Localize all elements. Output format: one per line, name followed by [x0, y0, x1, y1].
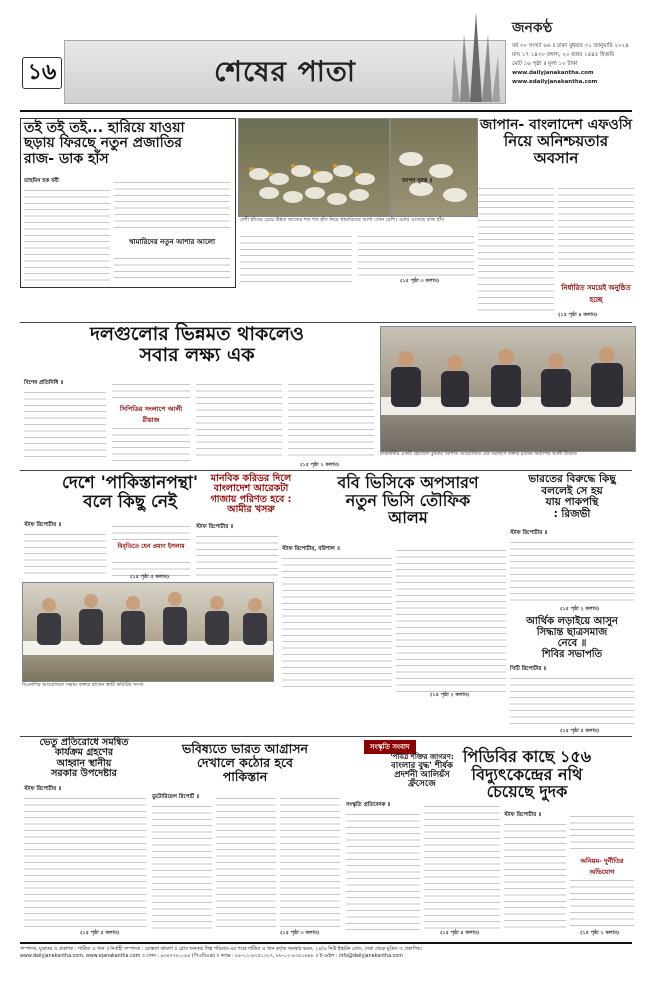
india-headline-line1: ভারতের বিরুদ্ধে কিছু: [528, 473, 616, 485]
power-headline-line2: বিদ্যুৎকেন্দ্রের নথি: [471, 764, 583, 784]
culture-headline-line2: প্রদর্শনী আলিয়ঁস: [394, 770, 450, 781]
culture-body-col1: [346, 810, 420, 930]
vc-headline-line2: নতুন ভিসি তৌফিক: [345, 490, 471, 510]
culture-label: সংস্কৃতি সংবাদ: [364, 740, 416, 754]
pakistan-body-col1: [24, 530, 106, 578]
duck-jump[interactable]: (১৫ পৃষ্ঠা ৩ কলাম): [400, 278, 440, 284]
power-headline-line3: চেয়েছে দুদক: [486, 782, 568, 802]
duck-headline: [24, 121, 230, 167]
sibir-headline-line3: নেবে ॥: [557, 638, 587, 649]
gaza-body: [196, 532, 278, 578]
footer: [20, 946, 632, 960]
footer-line1: সম্পাদক, মুদ্রাকর ও প্রকাশক : শামীমা এ খান ॥ নির্বাহী সম্পাদক : মোস্তফা কামাল ॥ গ্লোব জনকণ্ঠ শিল্প পরিবার-এর পক্ষে শামীমা এ খান কর্তৃক জনকণ্ঠ ভবন, ২৪/এ নিউ ইস্কাটন রোড, ঢাকা থেকে মুদ্রিত ও প্রকাশিত।: [20, 947, 423, 952]
vc-body-col2: [396, 546, 506, 692]
gaza-byline: স্টাফ রিপোর্টার ॥: [196, 524, 234, 530]
future-headline-line2: দেখালে কঠোর হবে: [196, 754, 293, 770]
party-sidebar-title: সিপিডির সংলাপে আলী রীয়াজ: [119, 405, 183, 424]
future-headline: [150, 742, 340, 783]
japan-byline: আপন দুরত্ব ॥: [402, 178, 433, 184]
sibir-headline: [510, 616, 634, 660]
pakistan-sidebar-title: বিবৃতিতে যেন প্রমাণ ইসলাম: [117, 543, 185, 550]
pakistan-byline: স্টাফ রিপোর্টার ॥: [24, 522, 62, 528]
future-jump[interactable]: (১৫ পৃষ্ঠা ৩ কলাম): [280, 930, 320, 936]
party-photo: [380, 326, 636, 452]
power-body-col3: [570, 876, 634, 930]
issue-info-line1: বর্ষ ৩০ সংখ্যা ৬৬ ॥ ঢাকা বুধবার ৩১ জানুয়ারি ২০২৪: [512, 43, 629, 49]
culture-body-col2: [424, 802, 500, 930]
monument-icon: [446, 10, 506, 102]
sibir-byline: সিটি রিপোর্টার ॥: [510, 666, 547, 672]
vc-body-col1: [282, 554, 392, 692]
page-number: ১৬: [27, 60, 57, 85]
gaza-headline-line4: আমীর খসরু: [227, 504, 275, 516]
party-headline-line1: দলগুলোর ভিন্নমত থাকলেও: [89, 323, 305, 345]
power-body-col2: [570, 812, 634, 852]
future-body-col1: [152, 802, 212, 930]
party-body-col4: [196, 380, 282, 460]
india-body: [510, 538, 634, 606]
gaza-headline-line2: বাংলাদেশ আরেকটা: [213, 483, 289, 495]
india-headline-line3: যায় পাকপন্থি: [545, 496, 599, 509]
pakistan-headline-line1: দেশে 'পাকিস্তানপন্থা': [61, 473, 199, 493]
pakistan-photo-caption: বিএনপির আয়োজনে সভায় বক্তব্য রাখেন স্থায়ী কমিটির সদস্য: [22, 682, 144, 688]
japan-headline-line3: অবসান: [533, 148, 579, 167]
sibir-body: [510, 674, 634, 728]
masthead-rule: [20, 110, 632, 112]
party-body-col1: [24, 388, 106, 460]
pakistan-photo: [22, 582, 274, 682]
duck-headline-line2: ছড়ায় ফিরছে নতুন প্রজাতির: [24, 135, 182, 152]
issue-info-line2: মাঘ ১৭ ১৪৩০ বঙ্গাব্দ, ২০ রজব ১৪৪৫ হিজরি: [512, 52, 615, 58]
footer-line2: www.dailyjanakantha.com, www.ejanakantha.com ॥ ফোন : ৯৩৪৭৭৮০-৯৪ (পিএবিএক্স) ॥ ফ্যাক্স : ৮৮-০২-৯৩৫১৩১৭, ৮৮-০২-৯৩৫০৬৪৮ ॥ ই-মেইল : info@dailyjanakantha.com: [20, 954, 403, 959]
sibir-headline-line1: আর্থিক লড়াইয়ে আসুন: [526, 616, 618, 627]
party-body-col3: [112, 424, 190, 462]
delay-headline-line2: কার্যক্রম গ্রহণের: [54, 747, 114, 759]
japan-jump[interactable]: (১৫ পৃষ্ঠা ৪ কলাম): [558, 312, 598, 318]
duck-sidebar-title: খামারিদের নতুন আশার আলো: [128, 238, 216, 246]
india-byline: স্টাফ রিপোর্টার ॥: [510, 530, 548, 536]
japan-sidebar-box: [558, 280, 634, 316]
culture-headline-line0: 'পবিত্র শক্তির জাগরণ:: [390, 753, 454, 761]
section-banner: [64, 40, 506, 104]
sibir-headline-line4: শিবির সভাপতি: [541, 649, 603, 660]
gaza-headline-line1: মানবিক করিডর দিলে: [210, 473, 292, 484]
party-jump[interactable]: (১৫ পৃষ্ঠা ২ কলাম): [300, 462, 340, 468]
duck-headline-line3: রাজ- ডাক হাঁস: [24, 150, 109, 167]
power-headline: [420, 748, 634, 801]
pakistan-body-col2: [112, 522, 190, 540]
vc-headline: [310, 474, 506, 527]
sibir-jump[interactable]: (১৫ পৃষ্ঠা ৫ কলাম): [560, 728, 600, 734]
delay-body: [24, 794, 146, 930]
party-headline-line2: সবার লক্ষ্য এক: [139, 343, 255, 366]
delay-headline-line1: ভেতু প্রতিরোধে সমন্বিত: [39, 737, 129, 748]
vc-headline-line1: ববি ভিসিকে অপসারণ: [337, 473, 479, 492]
party-photo-caption: রাজধানীর একটি হোটেলে বুধবার সিপিডি আয়োজিত এক সংলাপে বক্তব্য রাখেন অধ্যাপক আলী রীয়াজ: [380, 452, 577, 457]
issue-info-line3: মোট ১৬ পৃষ্ঠা ॥ মূল্য ১০ টাকা: [512, 61, 578, 67]
delay-headline-line3: আহ্বান স্থানীয়: [56, 757, 112, 769]
power-byline: স্টাফ রিপোর্টার ॥: [504, 812, 542, 818]
power-body-col1: [504, 820, 566, 930]
party-byline: বিশেষ প্রতিনিধি ॥: [24, 380, 64, 386]
website-link-2[interactable]: www.edailyjanakantha.com: [512, 79, 598, 85]
future-headline-line3: পাকিস্তান: [222, 768, 268, 784]
power-jump[interactable]: (১৫ পৃষ্ঠা ২ কলাম): [580, 930, 620, 936]
india-headline: [510, 474, 634, 520]
duck-photo-caption: দেশী হাঁসের চেয়ে উন্নত জাতের শত শত হাঁস নিয়ে খামারিদের আশা এখন বেশি। এবার এসেছে রাজ হাঁস: [240, 217, 445, 223]
power-sidebar-title: অনিয়ম- দুর্নীতির অভিযোগ: [580, 857, 624, 876]
rule-2: [20, 470, 632, 471]
paper-logo: জনকণ্ঠ: [512, 20, 553, 36]
pakistan-jump[interactable]: (১৫ পৃষ্ঠা ৫ কলাম): [130, 574, 170, 580]
party-body-col2: [112, 380, 190, 402]
page-number-box: [22, 57, 62, 89]
vc-headline-line3: আলম: [388, 508, 428, 528]
website-link-1[interactable]: www.dailyjanakantha.com: [512, 70, 594, 76]
power-headline-line1: পিডিবির কাছে ১৫৬: [462, 747, 592, 766]
culture-headline-line1: বাংলার বুদ্ধ' শীর্ষক: [391, 760, 453, 771]
duck-body-col1: [24, 186, 110, 282]
japan-sidebar-title: নির্ধারিত সময়েই অনুষ্ঠিত হচ্ছে: [561, 284, 631, 304]
vc-byline: স্টাফ রিপোর্টার, বরিশাল ॥: [282, 546, 340, 552]
party-headline: [22, 324, 372, 366]
india-headline-line2: বললেই সে হয়: [541, 484, 603, 497]
japan-headline-line2: নিয়ে অনিশ্চয়তার: [503, 132, 609, 151]
delay-byline: স্টাফ রিপোর্টার ॥: [24, 786, 62, 792]
footer-rule: [20, 942, 632, 944]
pakistan-headline-line2: বলে কিছু নেই: [83, 491, 177, 512]
duck-body-col5: [358, 232, 474, 278]
future-headline-line1: ভবিষ্যতে ভারত আগ্রাসন: [182, 741, 308, 756]
india-jump[interactable]: (১৫ পৃষ্ঠা ২ কলাম): [560, 606, 600, 612]
issue-info: [512, 42, 637, 87]
future-body-col3: [280, 794, 340, 930]
party-body-col5: [288, 380, 374, 460]
delay-headline-line4: সরকার উপদেষ্টার: [51, 768, 117, 780]
gaza-headline-line3: গাজায় পরিণত হবে :: [210, 493, 292, 505]
culture-byline: সংস্কৃতি প্রতিবেদক ॥: [346, 802, 391, 808]
culture-headline-line3: ফ্রঁসেজে: [408, 779, 436, 790]
japan-body-col1: [478, 184, 554, 314]
japan-headline: [478, 118, 634, 166]
vc-jump[interactable]: (১৫ পৃষ্ঠা ২ কলাম): [430, 692, 470, 698]
duck-photo: [238, 118, 390, 217]
future-byline: ডুটোরিয়েল রিপোর্ট ॥: [152, 794, 200, 800]
sibir-headline-line2: সিদ্ধান্ত ছাত্রসমাজ: [536, 627, 608, 638]
duck-body-col3: [114, 254, 230, 282]
duck-body-col2: [114, 178, 230, 232]
section-title: শেষের পাতা: [213, 55, 357, 88]
duck-body-col4: [240, 232, 352, 284]
duck-byline: তাহমিন হক ববী: [24, 178, 59, 184]
japan-headline-line1: জাপান- বাংলাদেশ এফওসি: [479, 117, 633, 133]
duck-photo-2: [390, 118, 478, 217]
delay-jump[interactable]: (১৫ পৃষ্ঠা ৫ কলাম): [80, 930, 120, 936]
delay-headline: [22, 738, 146, 780]
duck-headline-line1: তই তই তই... হারিয়ে যাওয়া: [24, 120, 185, 136]
japan-body-col2: [558, 184, 634, 276]
future-body-col2: [216, 794, 276, 930]
culture-jump[interactable]: (১৫ পৃষ্ঠা ৪ কলাম): [440, 930, 480, 936]
india-headline-line4: : রিজভী: [553, 507, 591, 520]
gaza-headline: [196, 474, 306, 516]
